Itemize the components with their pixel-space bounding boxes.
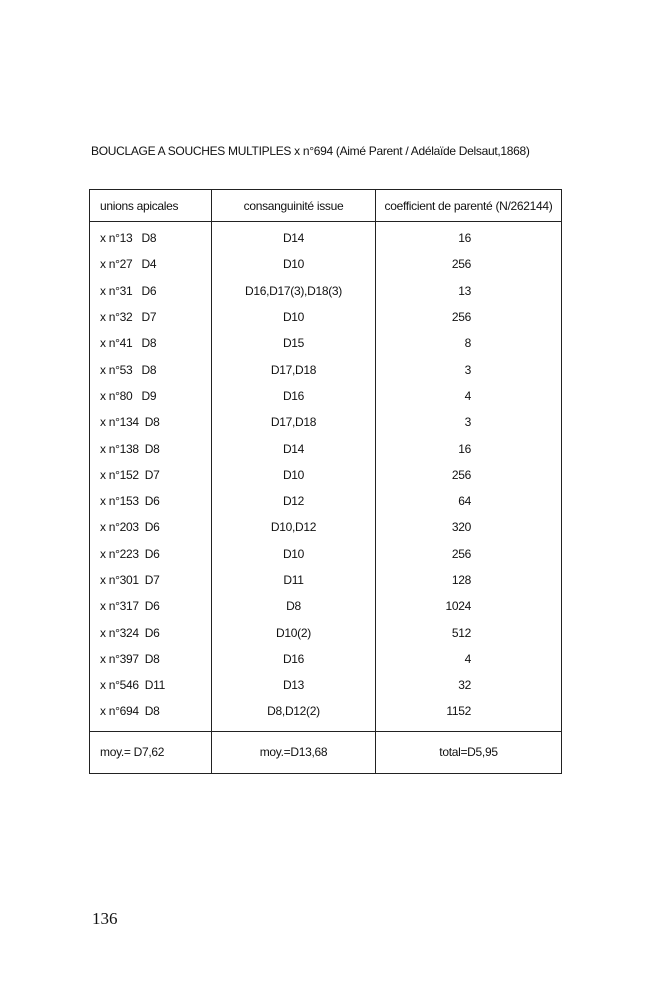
table-cell: x n°31 D6: [90, 278, 212, 304]
table-cell: x n°80 D9: [90, 383, 212, 409]
table-cell: 320: [376, 514, 562, 540]
table-row: [90, 488, 562, 514]
table-cell: x n°317 D6: [90, 593, 212, 619]
table-cell: D10: [212, 541, 376, 567]
header-row: [90, 190, 562, 222]
column-header: consanguinité issue: [212, 190, 376, 222]
table-cell: D10(2): [212, 619, 376, 645]
table-cell: 256: [376, 541, 562, 567]
column-header: coefficient de parenté (N/262144): [376, 190, 562, 222]
table-cell: 16: [376, 222, 562, 252]
table-cell: 256: [376, 462, 562, 488]
table-row: [90, 330, 562, 356]
table-cell: D8,D12(2): [212, 698, 376, 731]
table-cell: D14: [212, 435, 376, 461]
table-cell: 256: [376, 304, 562, 330]
table-row: [90, 383, 562, 409]
page-number: 136: [92, 909, 118, 928]
table-cell: x n°138 D8: [90, 435, 212, 461]
table-cell: D13: [212, 672, 376, 698]
table-cell: D8: [212, 593, 376, 619]
table-row: [90, 435, 562, 461]
table-row: [90, 698, 562, 731]
summary-row: [90, 731, 562, 773]
table-cell: 16: [376, 435, 562, 461]
table-row: [90, 593, 562, 619]
column-header: unions apicales: [90, 190, 212, 222]
table-row: [90, 222, 562, 252]
consanguinity-table: [89, 189, 562, 774]
table-cell: 1024: [376, 593, 562, 619]
table-cell: x n°203 D6: [90, 514, 212, 540]
table-cell: 64: [376, 488, 562, 514]
table-cell: 4: [376, 383, 562, 409]
table-cell: x n°32 D7: [90, 304, 212, 330]
table-cell: D17,D18: [212, 356, 376, 382]
table-cell: 13: [376, 278, 562, 304]
table-cell: x n°152 D7: [90, 462, 212, 488]
table-cell: D16: [212, 646, 376, 672]
table-row: [90, 304, 562, 330]
summary-cell: moy.=D13,68: [212, 731, 376, 773]
table-cell: 512: [376, 619, 562, 645]
table-cell: x n°223 D6: [90, 541, 212, 567]
table-cell: x n°546 D11: [90, 672, 212, 698]
table-cell: x n°53 D8: [90, 356, 212, 382]
summary-cell: moy.= D7,62: [90, 731, 212, 773]
table-cell: D14: [212, 222, 376, 252]
table-cell: 8: [376, 330, 562, 356]
table-cell: x n°694 D8: [90, 698, 212, 731]
table-row: [90, 672, 562, 698]
table-cell: 128: [376, 567, 562, 593]
table-cell: 32: [376, 672, 562, 698]
table-row: [90, 462, 562, 488]
table-title: BOUCLAGE A SOUCHES MULTIPLES x n°694 (Aimé Parent / Adélaïde Delsaut,1868): [91, 144, 530, 158]
table-cell: D16: [212, 383, 376, 409]
table-cell: x n°134 D8: [90, 409, 212, 435]
table-cell: x n°41 D8: [90, 330, 212, 356]
table-row: [90, 278, 562, 304]
table-cell: x n°27 D4: [90, 251, 212, 277]
summary-cell: total=D5,95: [376, 731, 562, 773]
table-cell: 256: [376, 251, 562, 277]
table-cell: x n°13 D8: [90, 222, 212, 252]
table-cell: x n°153 D6: [90, 488, 212, 514]
table-row: [90, 251, 562, 277]
table-body: [90, 222, 562, 732]
table-row: [90, 541, 562, 567]
table-row: [90, 409, 562, 435]
table-row: [90, 646, 562, 672]
table-cell: D16,D17(3),D18(3): [212, 278, 376, 304]
table-cell: 1152: [376, 698, 562, 731]
table-row: [90, 619, 562, 645]
table-cell: D12: [212, 488, 376, 514]
table-row: [90, 356, 562, 382]
table-cell: D17,D18: [212, 409, 376, 435]
table-cell: D10: [212, 462, 376, 488]
table-cell: 4: [376, 646, 562, 672]
table-cell: x n°324 D6: [90, 619, 212, 645]
table-cell: 3: [376, 409, 562, 435]
table-cell: D10: [212, 304, 376, 330]
table-row: [90, 514, 562, 540]
table-cell: D15: [212, 330, 376, 356]
table-cell: D10,D12: [212, 514, 376, 540]
table-cell: 3: [376, 356, 562, 382]
table-cell: x n°301 D7: [90, 567, 212, 593]
table-row: [90, 567, 562, 593]
table-cell: D11: [212, 567, 376, 593]
table-cell: x n°397 D8: [90, 646, 212, 672]
table-cell: D10: [212, 251, 376, 277]
